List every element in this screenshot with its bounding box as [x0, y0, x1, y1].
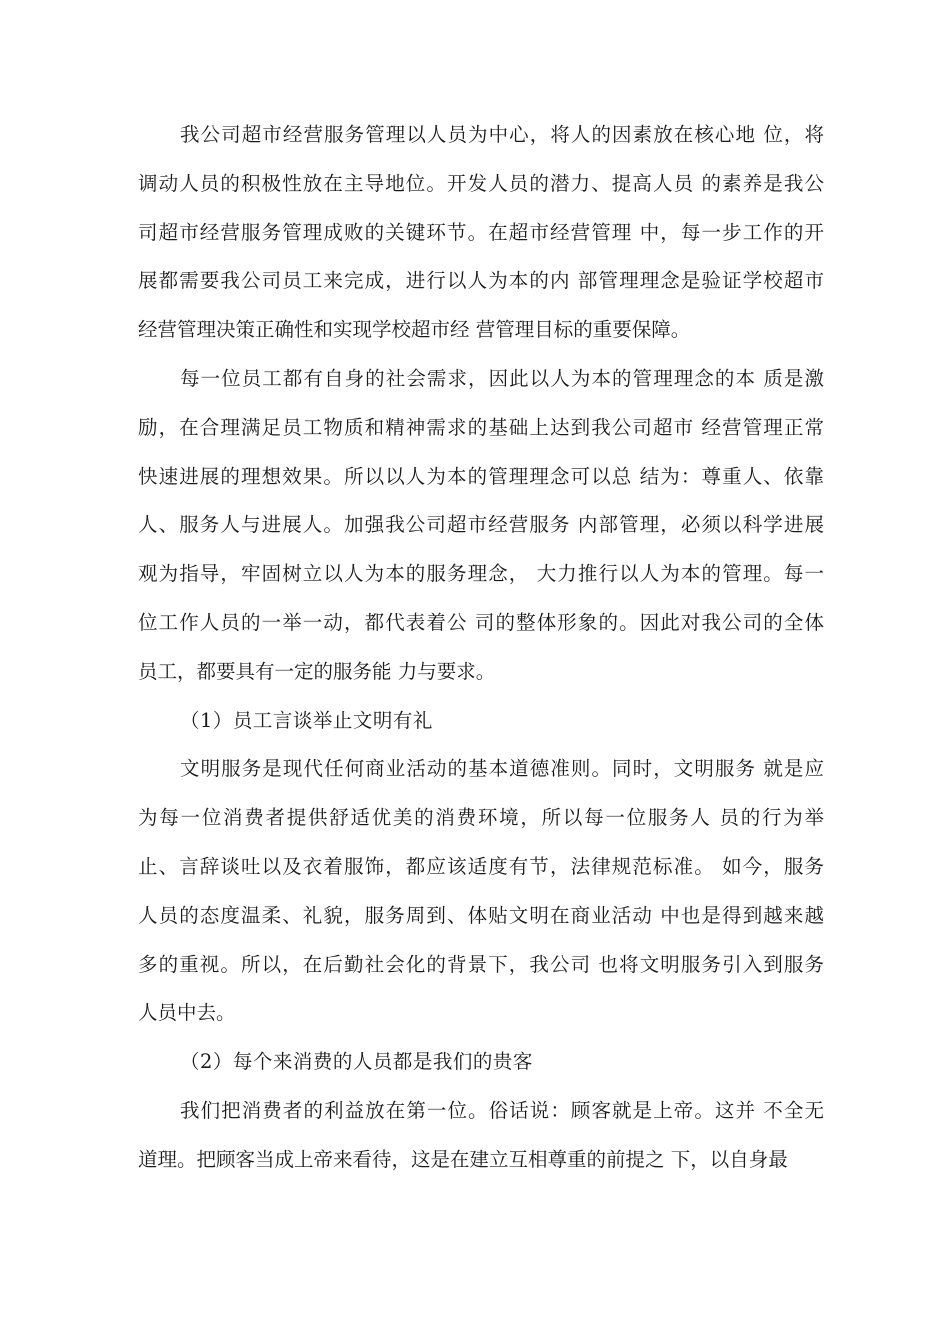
heading-text: （2）每个来消费的人员都是我们的贵客 [180, 1050, 533, 1074]
heading-text: （1）员工言谈举止文明有礼 [180, 708, 433, 732]
paragraph-line: 人、服务人与进展人。加强我公司超市经营服务 内部管理，必须以科学进展 [138, 513, 824, 537]
paragraph-line: 调动人员的积极性放在主导地位。开发人员的潜力、提高人员 的素养是我公 [138, 171, 824, 195]
paragraph-line: 经营管理决策正确性和实现学校超市经 营管理目标的重要保障。 [138, 318, 691, 342]
paragraph [138, 355, 824, 697]
paragraph-line: 为每一位消费者提供舒适优美的消费环境，所以每一位服务人 员的行为举 [138, 806, 824, 830]
section-heading [138, 697, 824, 746]
paragraph-line: 文明服务是现代任何商业活动的基本道德准则。同时，文明服务 就是应 [180, 757, 824, 781]
paragraph-line: 多的重视。所以，在后勤社会化的背景下，我公司 也将文明服务引入到服务 [138, 952, 824, 976]
paragraph-line: 我公司超市经营服务管理以人员为中心，将人的因素放在核心地 位，将 [180, 123, 824, 146]
paragraph [138, 745, 824, 1038]
paragraph-line: 每一位员工都有自身的社会需求，因此以人为本的管理理念的本 质是激 [180, 366, 824, 390]
paragraph-line: 观为指导，牢固树立以人为本的服务理念， 大力推行以人为本的管理。每一 [138, 562, 824, 586]
paragraph [138, 111, 824, 355]
paragraph-line: 司超市经营服务管理成败的关键环节。在超市经营管理 中，每一步工作的开 [138, 220, 824, 244]
paragraph-line: 员工，都要具有一定的服务能 力与要求。 [138, 659, 496, 683]
paragraph-line: 展都需要我公司员工来完成，进行以人为本的内 部管理理念是验证学校超市 [138, 269, 824, 293]
paragraph-line: 人员的态度温柔、礼貌，服务周到、体贴文明在商业活动 中也是得到越来越 [138, 903, 824, 927]
paragraph-line: 我们把消费者的利益放在第一位。俗话说：顾客就是上帝。这并 不全无 [180, 1098, 824, 1122]
paragraph-line: 励，在合理满足员工物质和精神需求的基础上达到我公司超市 经营管理正常 [138, 415, 824, 439]
paragraph-line: 人员中去。 [138, 1001, 236, 1025]
document-body [138, 111, 824, 1185]
paragraph [138, 1087, 824, 1185]
section-heading [138, 1038, 824, 1087]
paragraph-line: 位工作人员的一举一动，都代表着公 司的整体形象的。因此对我公司的全体 [138, 610, 824, 634]
paragraph-line: 快速进展的理想效果。所以以人为本的管理理念可以总 结为：尊重人、依靠 [138, 464, 824, 488]
paragraph-line: 道理。把顾客当成上帝来看待，这是在建立互相尊重的前提之 下，以自身最 [138, 1147, 788, 1171]
paragraph-line: 止、言辞谈吐以及衣着服饰，都应该适度有节，法律规范标准。 如今，服务 [138, 854, 824, 878]
